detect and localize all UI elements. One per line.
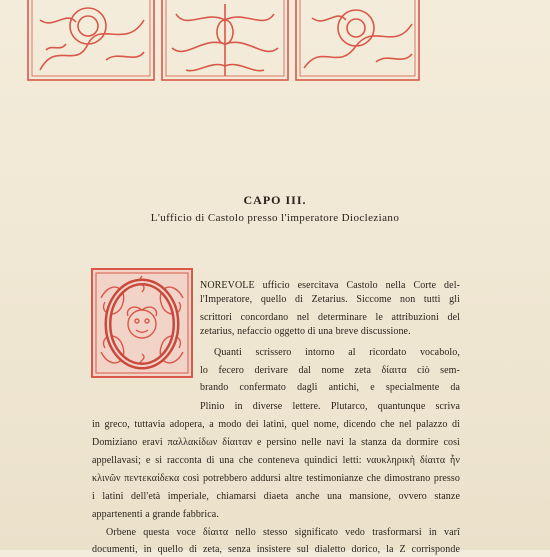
text-line: zetarius, nefaccio oggetto di una breve discussione. [200, 326, 411, 337]
text-line: Orbene questa voce δίαιτα nello stesso significato vedo trasformarsi in varî [106, 527, 460, 538]
text-line: documenti, in quello di zeta, senza insistere sul dialetto dorico, la Ζ corrisponde [92, 544, 460, 555]
text-line: Domiziano eravi παλλακίδων δίαιταν e persino nelle navi la stanza da dormire così [92, 437, 460, 448]
text-line: l'Imperatore, quello di Zetarius. Siccome non tutti gli [200, 294, 460, 305]
text-line: κλινῶν πεντεκαίδεκα così potrebbero addursi altre testimonianze che dimostrano presso [92, 473, 460, 484]
chapter-title: CAPO III. [243, 193, 307, 207]
initial-ornament-image [91, 268, 193, 378]
text-line: appartenenti a grande fabbrica. [92, 509, 219, 520]
text-line: Quanti scrissero intorno al ricordato vocabolo, [214, 347, 460, 358]
text-line: Plinio in diverse lettere. Plutarco, quantunque scriva [200, 401, 460, 412]
ornament-header-image [26, 0, 421, 82]
text-line: scrittori concordano nel determinare le attribuzioni del [200, 312, 460, 323]
text-line: i latini dell'età imperiale, chiamarsi diaeta anche una mansione, ovvero stanze [92, 491, 460, 502]
decorated-initial-letter [91, 268, 193, 378]
text-line: in greco, tuttavia adopera, a modo dei latini, quel nome, dicendo che nel palazzo di [92, 419, 460, 430]
text-line: lo fecero derivare dal nome zeta δίαιτα ciò sem- [200, 365, 460, 376]
text-line: NOREVOLE ufficio esercitava Castolo nella Corte del- [200, 280, 460, 291]
text-line: appellavasi; e si racconta di una che conteneva quindici letti: ναυκληρικὴ δίαιτα ἦν [92, 455, 460, 466]
chapter-subtitle: L'ufficio di Castolo presso l'imperatore Diocleziano [150, 212, 400, 224]
ornamental-header-band [26, 0, 421, 82]
text-line: brando confermato dagli antichi, e specialmente da [200, 382, 460, 393]
